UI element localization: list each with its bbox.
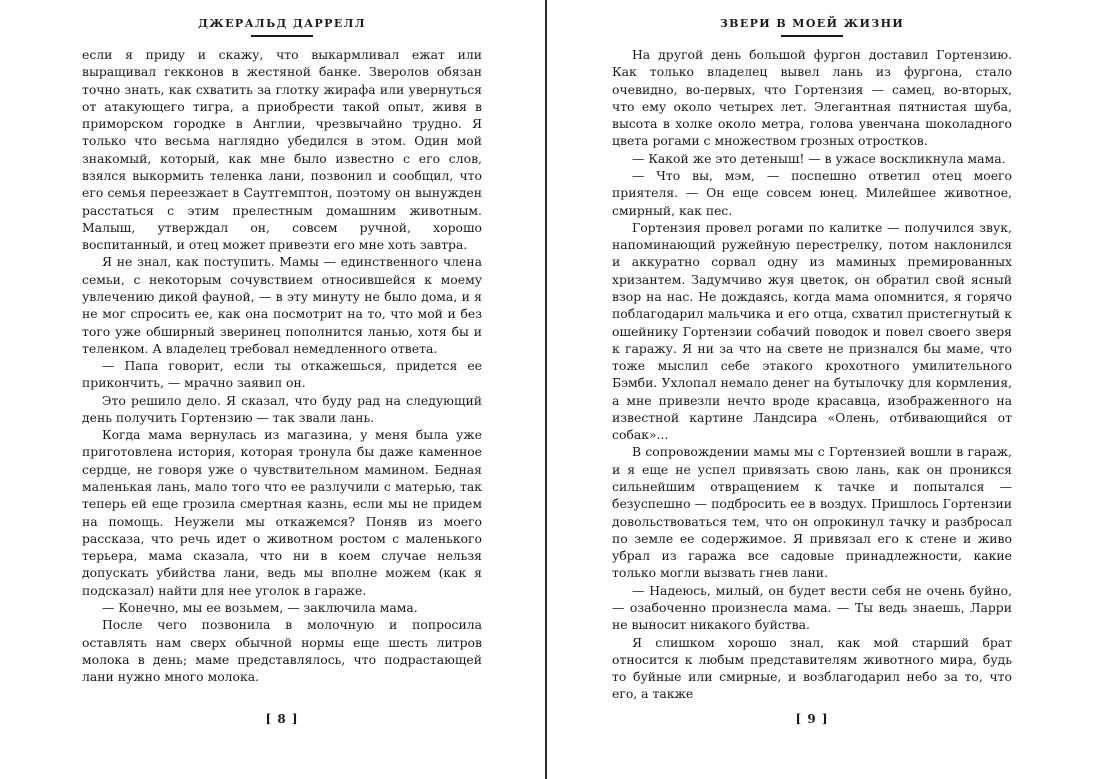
- head-rule: [251, 35, 313, 37]
- paragraph: — Конечно, мы ее возьмем, — заключила мама.: [102, 600, 418, 615]
- body-text: [82, 46, 482, 685]
- paragraph: После чего позвонила в молочную и попросила оставлять нам сверх обычной нормы еще шесть литров молока в день; маме представлялось, что подрастающей лани нужно много молока.: [82, 617, 482, 685]
- left-page: [82, 0, 482, 779]
- paragraph: — Какой же это детеныш! — в ужасе воскликнула мама.: [632, 150, 1006, 166]
- running-head-title: ЗВЕРИ В МОЕЙ ЖИЗНИ: [719, 17, 905, 30]
- paragraph: Я слишком хорошо знал, как мой старший брат относится к любым представителям животного мира, будь то буйные или смирные, и возблагодарил небо за то, что его, а также: [612, 634, 1012, 702]
- right-page: [612, 0, 1012, 779]
- paragraph: если я приду и скажу, что выкармливал ежат или выращивал гекконов в жестяной банке. Зверолов обязан точно знать, как схватить за глотку жирафа или увернуться от атакующего тигра, а приобрести такой опыт, живя в приморском городке в Англии, чрезвычайно трудно. Я только что весьма наглядно убедился в этом. Один мой знакомый, который, как мне было известно с его слов, взялся выкормить теленка лани, позвонил и сообщил, что его семья переезжает в Саутгемптон, поэтому он вынужден расстаться с этим прелестным домашним животным. Малыш, утверждал он, совсем ручной, хорошо воспитанный, и отец может привезти его мне хоть завтра.: [82, 47, 482, 253]
- paragraph: — Надеюсь, милый, он будет вести себя не очень буйно, — озабоченно произнесла мама. — Ты ведь знаешь, Ларри не выносит никакого буйства.: [612, 582, 1012, 633]
- page-number: [ 8 ]: [265, 712, 299, 726]
- body-text: [612, 46, 1012, 703]
- paragraph: На другой день большой фургон доставил Гортензию. Как только владелец вывел лань из фургона, стало очевидно, во-первых, что Гортензия — самец, во-вторых, что ему около четырех лет. Элегантная пятнистая шуба, высота в холке около метра, голова увенчана шоколадного цвета рогами с множеством грозных отростков.: [612, 47, 1012, 149]
- page-number: [ 9 ]: [795, 712, 829, 726]
- paragraph: В сопровождении мамы мы с Гортензией вошли в гараж, и я еще не успел привязать свою лань, как он проникся сильнейшим отвращением к тачке и попытался — безуспешно — подбросить ее в воздух. Пришлось Гортензии довольствоваться тем, что он опрокинул тачку и разбросал по земле ее содержимое. Я привязал его к стене и живо убрал из гаража все садовые принадлежности, какие только могли вызвать гнев лани.: [612, 444, 1012, 581]
- paragraph: Это решило дело. Я сказал, что буду рад на следующий день получить Гортензию — так звали лань.: [82, 392, 482, 425]
- running-head-author: ДЖЕРАЛЬД ДАРРЕЛЛ: [198, 17, 366, 30]
- paragraph: Гортензия провел рогами по калитке — получился звук, напоминающий ружейную перестрелку, потом наклонился и аккуратно сорвал одну из маминых премированных хризантем. Задумчиво жуя цветок, он обратил свой ясный взор на нас. Не дождаясь, когда мама опомнится, я горячо поблагодарил мальчика и его отца, схватил пристегнутый к ошейнику Гортензии собачий поводок и повел своего зверя к гаражу. Я ни за что на свете не признался бы маме, что тоже мыслил себе этакого крохотного умилительного Бэмби. Ухлопал немало денег на бутылочку для кормления, а мне привезли нечто вроде красавца, изображенного на известной картине Ландсира «Олень, отбивающийся от собак»...: [612, 219, 1012, 443]
- paragraph: — Что вы, мэм, — поспешно ответил отец моего приятеля. — Он еще совсем юнец. Милейшее животное, смирный, как пес.: [612, 167, 1012, 218]
- paragraph: Когда мама вернулась из магазина, у меня была уже приготовлена история, которая тронула бы даже каменное сердце, не говоря уже о чувствительном мамином. Бедная маленькая лань, мало того что ее разлучили с матерью, так теперь ей еще грозила смертная казнь, если мы не придем на помощь. Неужели мы откажемся? Поняв из моего рассказа, что речь идет о животном ростом с маленького терьера, мама сказала, что ни в коем случае нельзя допускать убийства лани, ведь мы вполне можем (как я подсказал) найти для нее уголок в гараже.: [82, 427, 482, 598]
- paragraph: — Папа говорит, если ты откажешься, придется ее прикончить, — мрачно заявил он.: [82, 358, 482, 391]
- paragraph: Я не знал, как поступить. Мамы — единственного члена семьи, с некоторым сочувствием относившейся к моему увлечению дикой фауной, — в эту минуту не было дома, и я не мог спросить ее, как она посмотрит на то, что мой и без того уже обширный зверинец пополнится ланью, хотя бы и теленком. А владелец требовал немедленного ответа.: [82, 254, 482, 356]
- gutter-divider: [545, 0, 547, 779]
- head-rule: [781, 35, 843, 37]
